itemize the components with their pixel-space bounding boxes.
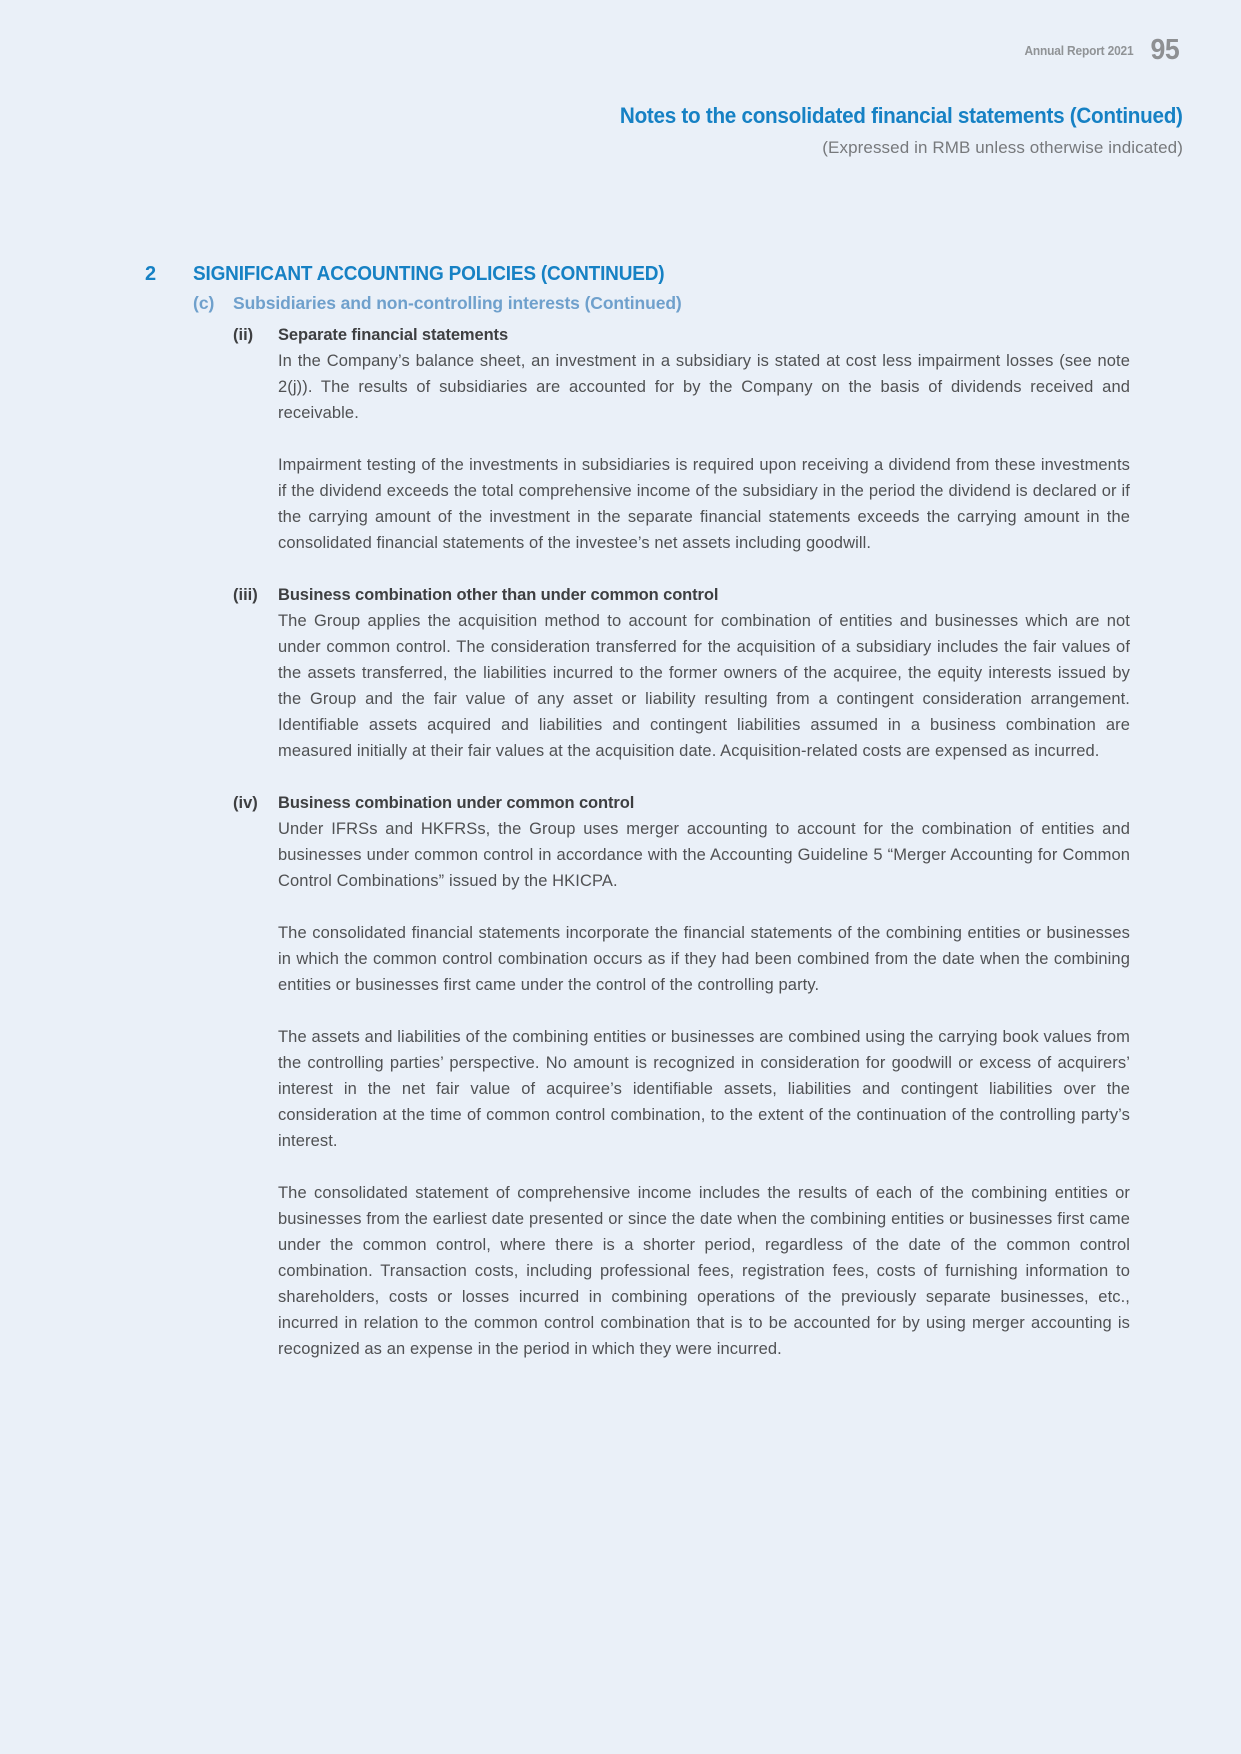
item-title: Separate financial statements (278, 326, 509, 344)
paragraph: Under IFRSs and HKFRSs, the Group uses merger accounting to account for the combination of entities and businesses under common control in accordance with the Accounting Guideline 5 “Merger Accounting for Common Control Combinations” issued by the HKICPA. (278, 820, 1130, 890)
paragraph: Impairment testing of the investments in subsidiaries is required upon receiving a dividend from these investments if the dividend exceeds the total comprehensive income of the subsidiary in the period the dividend is declared or if the carrying amount of the investment in the separate financial statements exceeds the carrying amount in the consolidated financial statements of the investee’s net assets including goodwill. (278, 456, 1130, 552)
item-label: (iii) (233, 586, 258, 604)
section-title: SIGNIFICANT ACCOUNTING POLICIES (CONTINUED) (193, 263, 665, 285)
item-title: Business combination other than under common control (278, 586, 719, 604)
paragraph: In the Company’s balance sheet, an investment in a subsidiary is stated at cost less impairment losses (see note 2(j)). The results of subsidiaries are accounted for by the Company on the basis of dividends received and receivable. (278, 352, 1130, 422)
paragraph: The consolidated financial statements incorporate the financial statements of the combining entities or businesses in which the common control combination occurs as if they had been combined from the date when the combining entities or businesses first came under the control of the controlling party. (278, 924, 1130, 994)
items-list (145, 322, 1130, 1362)
content-column (145, 263, 1130, 1362)
item-body (278, 582, 1130, 764)
item-title: Business combination under common control (278, 794, 635, 812)
doc-title: Notes to the consolidated financial statements (Continued) (620, 103, 1183, 128)
doc-subtitle: (Expressed in RMB unless otherwise indicated) (822, 138, 1183, 157)
item-body (278, 322, 1130, 556)
page-number: 95 (1150, 34, 1179, 66)
item-iii (233, 582, 1130, 764)
report-name-label: Annual Report 2021 (1024, 43, 1134, 58)
paragraph: The Group applies the acquisition method to account for combination of entities and businesses which are not under common control. The consideration transferred for the acquisition of a subsidiary includes the fair values of the assets transferred, the liabilities incurred to the former owners of the acquiree, the equity interests issued by the Group and the fair value of any asset or liability resulting from a contingent consideration arrangement. Identifiable assets acquired and liabilities and contingent liabilities assumed in a business combination are measured initially at their fair values at the acquisition date. Acquisition-related costs are expensed as incurred. (278, 612, 1130, 760)
title-block (584, 103, 1183, 158)
section-heading (145, 263, 1130, 286)
subsection-label: (c) (193, 293, 215, 313)
section-number: 2 (145, 263, 157, 285)
item-label: (iv) (233, 794, 258, 812)
paragraph: The consolidated statement of comprehensive income includes the results of each of the combining entities or businesses from the earliest date presented or since the date when the combining entities or businesses first came under the common control, where there is a shorter period, regardless of the date of the common control combination. Transaction costs, including professional fees, registration fees, costs of furnishing information to shareholders, costs or losses incurred in combining operations of the previously separate businesses, etc., incurred in relation to the common control combination that is to be accounted for by using merger accounting is recognized as an expense in the period in which they were incurred. (278, 1184, 1130, 1358)
item-iv (233, 790, 1130, 1362)
running-header (1015, 34, 1179, 67)
subsection-heading (145, 293, 1130, 314)
subsection-title: Subsidiaries and non-controlling interests (Continued) (233, 293, 682, 313)
paragraph: The assets and liabilities of the combining entities or businesses are combined using the carrying book values from the controlling parties’ perspective. No amount is recognized in consideration for goodwill or excess of acquirers’ interest in the net fair value of acquiree’s identifiable assets, liabilities and contingent liabilities over the consideration at the time of common control combination, to the extent of the continuation of the controlling party’s interest. (278, 1028, 1130, 1150)
item-label: (ii) (233, 326, 254, 344)
item-body (278, 790, 1130, 1362)
item-ii (233, 322, 1130, 556)
